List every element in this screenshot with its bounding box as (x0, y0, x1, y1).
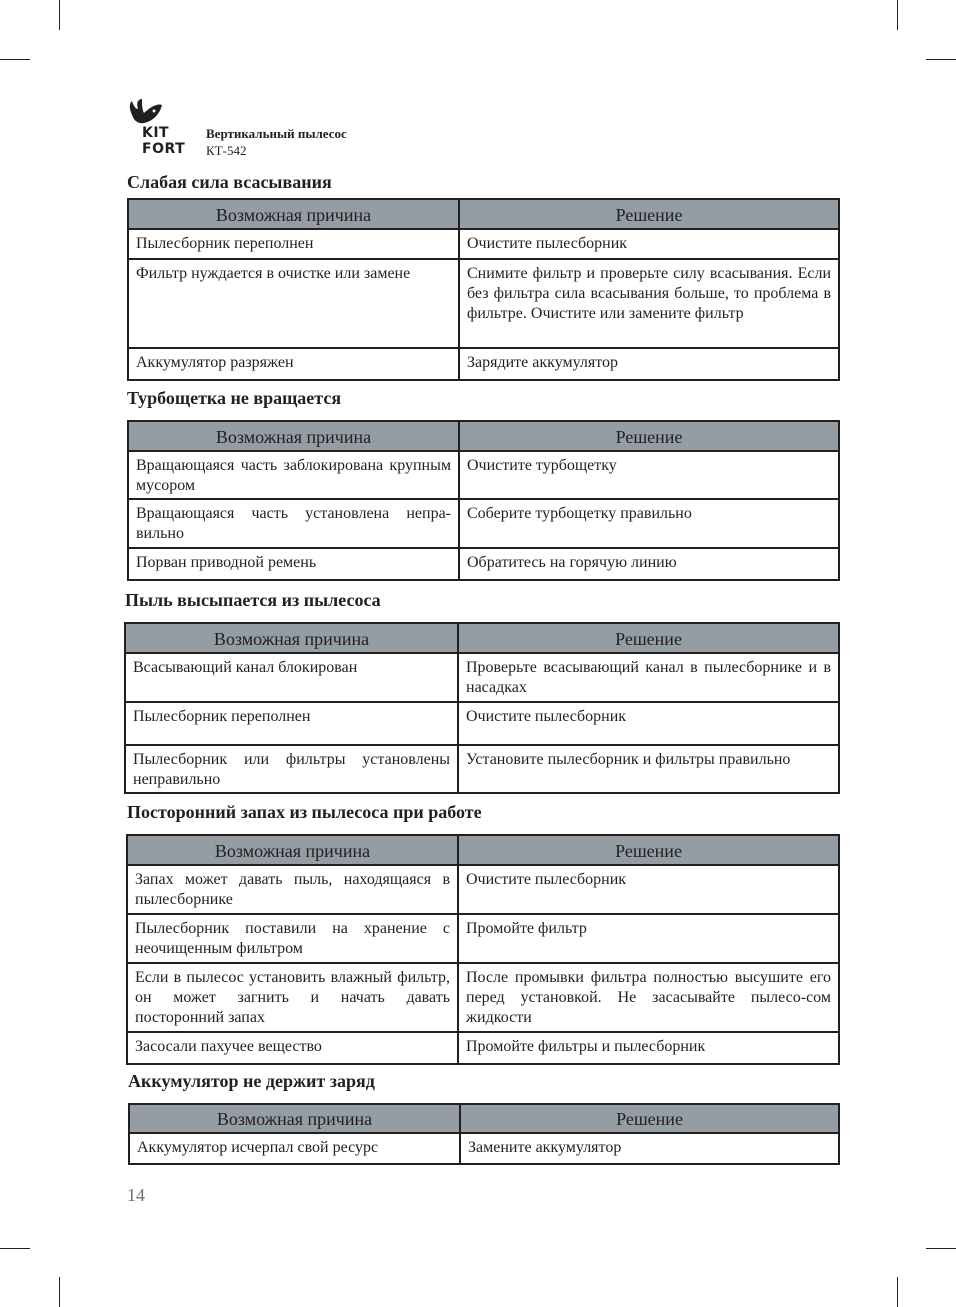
table-row (128, 259, 839, 348)
solution-cell: Очистите турбощетку (459, 451, 839, 499)
cause-cell: Пылесборник переполнен (128, 229, 459, 259)
table-row (128, 548, 839, 580)
brand-line-1: KIT (142, 125, 170, 141)
header-solution: Решение (458, 835, 839, 865)
header-cause: Возможная причина (128, 199, 459, 229)
cause-cell: Аккумулятор исчерпал свой ресурс (129, 1133, 460, 1164)
crop-mark (897, 1277, 898, 1307)
table-row (129, 1133, 839, 1164)
table-row (125, 702, 839, 745)
table-row (128, 229, 839, 259)
troubleshooting-table (128, 1103, 840, 1165)
table-header-row (128, 199, 839, 229)
header-solution: Решение (458, 623, 839, 653)
cause-cell: Пылесборник поставили на хранение с неочищенным фильтром (127, 914, 458, 963)
solution-cell: Очистите пылесборник (458, 865, 839, 914)
crop-mark (59, 1277, 60, 1307)
table-row (127, 914, 839, 963)
header-cause: Возможная причина (125, 623, 458, 653)
troubleshooting-table (127, 420, 840, 581)
cause-cell: Пылесборник переполнен (125, 702, 458, 745)
solution-cell: Замените аккумулятор (460, 1133, 839, 1164)
table-row (125, 745, 839, 793)
section-heading: Аккумулятор не держит заряд (128, 1071, 375, 1091)
solution-cell: Очистите пылесборник (459, 229, 839, 259)
table-row (128, 499, 839, 548)
table-header-row (127, 835, 839, 865)
product-name: Вертикальный пылесос (206, 126, 347, 141)
header-solution: Решение (460, 1104, 839, 1133)
table-row (127, 963, 839, 1032)
solution-cell: Промойте фильтры и пылесборник (458, 1032, 839, 1064)
solution-cell: Очистите пылесборник (458, 702, 839, 745)
crop-mark (0, 59, 30, 60)
troubleshooting-table (126, 834, 840, 1065)
table-row (125, 653, 839, 702)
solution-cell: Промойте фильтр (458, 914, 839, 963)
solution-cell: После промывки фильтра полностью высушите его перед установкой. Не засасывайте пылесо-сом жидкости (458, 963, 839, 1032)
table-header-row (128, 421, 839, 451)
troubleshooting-table (127, 198, 840, 381)
table-row (127, 1032, 839, 1064)
table-header-row (129, 1104, 839, 1133)
troubleshooting-table (124, 622, 840, 794)
page-number: 14 (127, 1185, 145, 1205)
table-row (127, 865, 839, 914)
solution-cell: Установите пылесборник и фильтры правильно (458, 745, 839, 793)
header-solution: Решение (459, 421, 839, 451)
cause-cell: Вращающаяся часть заблокирована крупным мусором (128, 451, 459, 499)
crop-mark (0, 1248, 30, 1249)
cause-cell: Вращающаяся часть установлена непра-вильно (128, 499, 459, 548)
cause-cell: Порван приводной ремень (128, 548, 459, 580)
solution-cell: Проверьте всасывающий канал в пылесборнике и в насадках (458, 653, 839, 702)
cause-cell: Всасывающий канал блокирован (125, 653, 458, 702)
section-heading: Слабая сила всасывания (127, 172, 332, 192)
section-heading: Пыль высыпается из пылесоса (125, 590, 381, 610)
brand-logo-text (142, 125, 185, 157)
solution-cell: Зарядите аккумулятор (459, 348, 839, 380)
section-heading: Турбощетка не вращается (127, 388, 342, 408)
header-cause: Возможная причина (129, 1104, 460, 1133)
header-cause: Возможная причина (127, 835, 458, 865)
document-title (206, 125, 347, 159)
solution-cell: Соберите турбощетку правильно (459, 499, 839, 548)
cause-cell: Аккумулятор разряжен (128, 348, 459, 380)
crop-mark (926, 1248, 956, 1249)
solution-cell: Снимите фильтр и проверьте силу всасывания. Если без фильтра сила всасывания больше, то проблема в фильтре. Очистите или замените фильтр (459, 259, 839, 348)
brand-line-2: FORT (142, 141, 186, 157)
cause-cell: Запах может давать пыль, находящаяся в пылесборнике (127, 865, 458, 914)
header-solution: Решение (459, 199, 839, 229)
section-heading: Посторонний запах из пылесоса при работе (127, 802, 482, 822)
header-cause: Возможная причина (128, 421, 459, 451)
model-number: КТ-542 (206, 143, 247, 158)
cause-cell: Пылесборник или фильтры установлены неправильно (125, 745, 458, 793)
crop-mark (926, 59, 956, 60)
crop-mark (897, 0, 898, 30)
cause-cell: Фильтр нуждается в очистке или замене (128, 259, 459, 348)
table-row (128, 451, 839, 499)
table-header-row (125, 623, 839, 653)
table-row (128, 348, 839, 380)
crop-mark (59, 0, 60, 30)
cause-cell: Если в пылесос установить влажный фильтр, он может загнить и начать давать посторонний запах (127, 963, 458, 1032)
cause-cell: Засосали пахучее вещество (127, 1032, 458, 1064)
solution-cell: Обратитесь на горячую линию (459, 548, 839, 580)
